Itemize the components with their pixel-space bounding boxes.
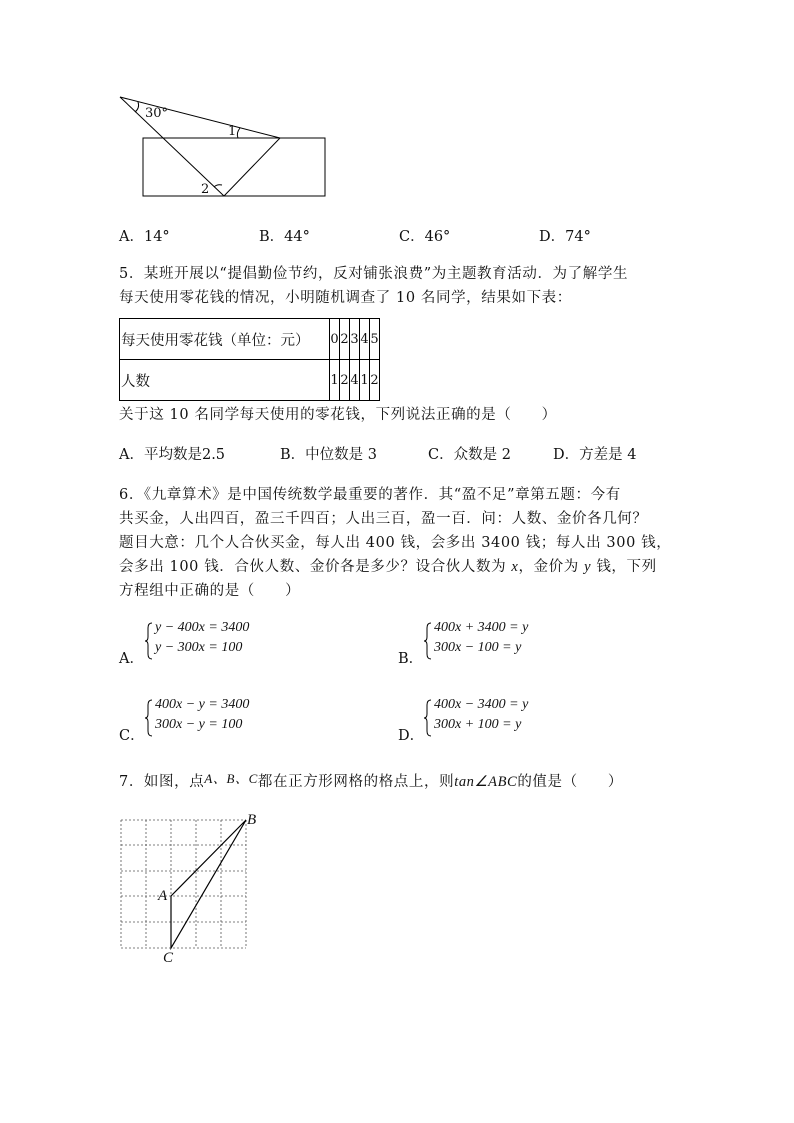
table-cell: 2	[370, 360, 380, 401]
angle-label-30: 30°	[145, 106, 169, 121]
triangle-abc	[171, 820, 246, 948]
q5-option-b[interactable]: B．中位数是 3	[280, 447, 377, 463]
figure-line-top	[120, 97, 280, 138]
q6-line-3: 题目大意：几个人合伙买金，每人出 400 钱，会多出 3400 钱；每人出 300 钱，	[119, 535, 672, 551]
q6-line-2: 共买金，人出四百，盈三千四百；人出三百，盈一百．问：人数、金价各几何？	[119, 511, 648, 527]
angle-label-1: 1	[228, 124, 237, 139]
table-row	[120, 319, 380, 360]
table-cell: 4	[350, 360, 360, 401]
q6-option-d-label: D．	[398, 728, 425, 744]
q5-line-1: 5．某班开展以“提倡勤俭节约，反对铺张浪费”为主题教育活动．为了解学生	[119, 266, 629, 282]
q6-line-1: 6．《九章算术》是中国传统数学最重要的著作．其“盈不足”章第五题：今有	[119, 487, 621, 503]
variable-x: x	[511, 559, 519, 575]
angle-arc-1	[237, 128, 240, 138]
q6-line-4-text-b: ，金价为	[518, 559, 585, 575]
q7-text-b: 都在正方形网格的格点上，则	[257, 774, 455, 790]
brace-icon	[424, 699, 432, 737]
equation-b-2: 300x − 100 = y	[434, 640, 522, 655]
q6-line-4-text-c: 钱，下列	[591, 559, 657, 575]
equation-a-2: y − 300x = 100	[155, 640, 243, 655]
point-label-a: A	[158, 888, 168, 904]
q6-option-c-label: C．	[119, 728, 145, 744]
q7-text-c: 的值是（ ）	[517, 774, 624, 790]
q7-question	[119, 770, 623, 791]
q5-question: 关于这 10 名同学每天使用的零花钱，下列说法正确的是（ ）	[119, 407, 557, 423]
q6-line-4	[119, 555, 657, 576]
equation-system-c	[145, 699, 275, 739]
q4-option-c[interactable]: C．46°	[399, 229, 451, 245]
equation-system-a	[145, 622, 275, 662]
q6-option-b-label: B．	[398, 651, 424, 667]
variable-y: y	[584, 559, 592, 575]
q5-option-a[interactable]: A．平均数是2.5	[119, 447, 226, 463]
table-header-money: 每天使用零花钱（单位：元）	[120, 319, 330, 360]
equation-b-1: 400x + 3400 = y	[434, 620, 529, 635]
table-row	[120, 360, 380, 401]
table-cell: 1	[360, 360, 370, 401]
figure-rectangle	[143, 138, 325, 196]
angle-label-2: 2	[201, 182, 210, 197]
brace-icon	[145, 622, 153, 660]
q5-line-2: 每天使用零花钱的情况，小明随机调查了 10 名同学，结果如下表：	[119, 290, 572, 306]
equation-d-2: 300x + 100 = y	[434, 717, 522, 732]
brace-icon	[424, 622, 432, 660]
q5-option-c[interactable]: C．众数是 2	[428, 447, 511, 463]
table-cell: 5	[370, 319, 380, 360]
grid-figure	[119, 817, 249, 952]
q4-option-b[interactable]: B．44°	[259, 229, 310, 245]
q6-line-4-text-a: 会多出 100 钱．合伙人数、金价各是多少？设合伙人数为	[119, 559, 512, 575]
q6-line-5: 方程组中正确的是（ ）	[119, 583, 301, 599]
brace-icon	[145, 699, 153, 737]
equation-c-1: 400x − y = 3400	[155, 697, 250, 712]
table-cell: 2	[340, 319, 350, 360]
point-label-c: C	[163, 950, 174, 966]
q7-points: A、B、C	[204, 771, 258, 786]
equation-d-1: 400x − 3400 = y	[434, 697, 529, 712]
table-cell: 0	[330, 319, 340, 360]
q5-option-d[interactable]: D．方差是 4	[553, 447, 637, 463]
q6-option-a-label: A．	[119, 651, 144, 667]
table-cell: 3	[350, 319, 360, 360]
figure-line-right	[224, 138, 280, 196]
equation-system-d	[424, 699, 554, 739]
q7-text-a: 7．如图，点	[119, 774, 205, 790]
angle-arc-2	[214, 185, 222, 187]
equation-a-1: y − 400x = 3400	[155, 620, 250, 635]
table-header-count: 人数	[120, 360, 330, 401]
table-cell: 4	[360, 319, 370, 360]
q7-expression: tan∠ABC	[454, 774, 518, 790]
angle-arc-30	[135, 102, 139, 112]
equation-system-b	[424, 622, 554, 662]
q4-option-a[interactable]: A．14°	[119, 229, 170, 245]
equation-c-2: 300x − y = 100	[155, 717, 243, 732]
q4-option-d[interactable]: D．74°	[539, 229, 591, 245]
table-cell: 2	[340, 360, 350, 401]
q5-data-table	[119, 318, 380, 401]
point-label-b: B	[247, 812, 257, 828]
table-cell: 1	[330, 360, 340, 401]
